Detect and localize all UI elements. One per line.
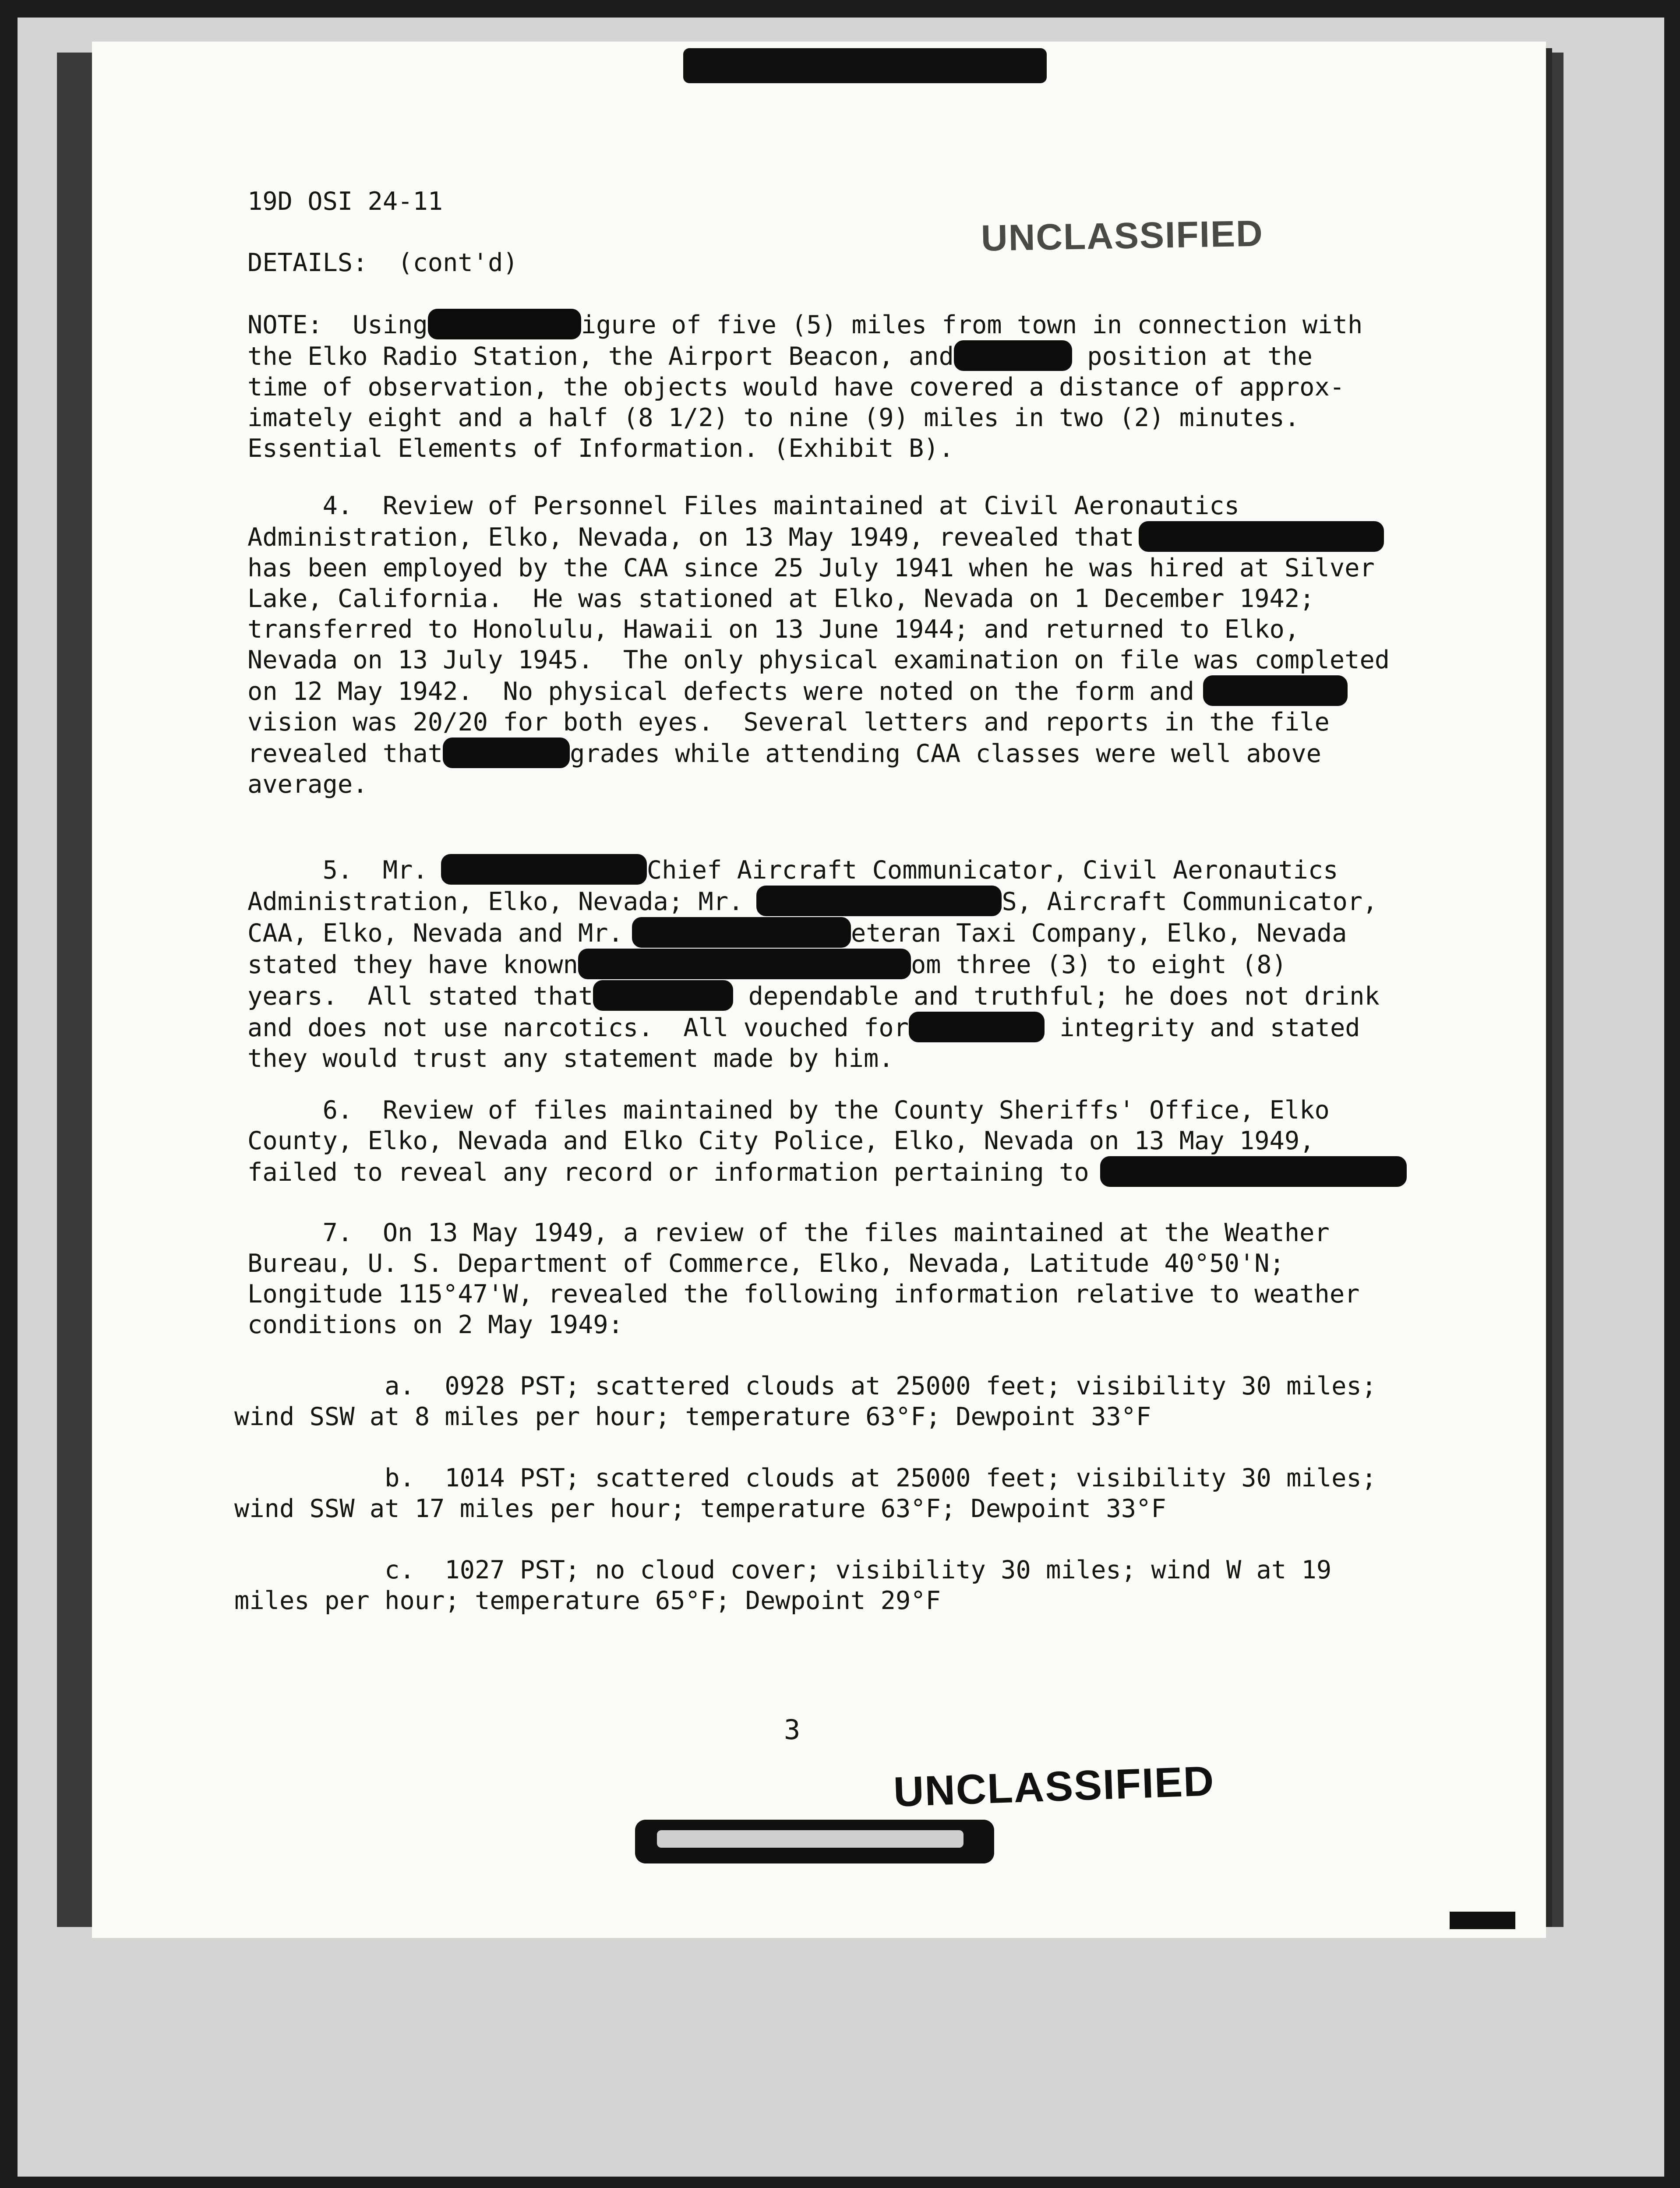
paragraph-line: vision was 20/20 for both eyes. Several letters and reports in the file: [247, 708, 1330, 737]
stamp-unclassified-bottom: UNCLASSIFIED: [893, 1757, 1215, 1816]
paragraph-line: Longitude 115°47'W, revealed the following information relative to weather: [247, 1280, 1360, 1309]
paragraph-5: [247, 854, 1380, 1074]
file-number: 19D OSI 24-11: [247, 187, 443, 216]
redaction: [578, 949, 911, 979]
paragraph-line: revealed that grades while attending CAA classes were well above: [247, 738, 1390, 769]
corner-mark: [1450, 1912, 1515, 1929]
bottom-redaction-bar: [635, 1820, 994, 1863]
redaction: [632, 917, 851, 948]
paragraph-6: [247, 1095, 1407, 1188]
weather-item-b: b. 1014 PST; scattered clouds at 25000 feet; visibility 30 miles; wind SSW at 17 miles per hour; temperature 63°F; Dewpoint 33°F: [234, 1464, 1377, 1523]
paragraph-line: failed to reveal any record or information pertaining to: [247, 1156, 1407, 1188]
paragraph-line: stated they have known om three (3) to eight (8): [247, 949, 1380, 980]
note-line: imately eight and a half (8 1/2) to nine (9) miles in two (2) minutes.: [247, 403, 1300, 432]
paragraph-line: County, Elko, Nevada and Elko City Police, Elko, Nevada on 13 May 1949,: [247, 1126, 1315, 1155]
redaction: [1203, 675, 1348, 706]
weather-item-a: a. 0928 PST; scattered clouds at 25000 feet; visibility 30 miles; wind SSW at 8 miles per hour; temperature 63°F; Dewpoint 33°F: [234, 1372, 1377, 1431]
note-line: the Elko Radio Station, the Airport Beacon, and position at the: [247, 340, 1362, 372]
weather-item-c: c. 1027 PST; no cloud cover; visibility 30 miles; wind W at 19 miles per hour; temperature 65°F; Dewpoint 29°F: [234, 1556, 1332, 1615]
redaction: [756, 886, 1002, 916]
paragraph-line: 6. Review of files maintained by the County Sheriffs' Office, Elko: [247, 1096, 1330, 1125]
document-page: [92, 42, 1546, 1938]
redaction: [909, 1012, 1045, 1042]
page-right-edge: [1546, 48, 1552, 1927]
paragraph-line: on 12 May 1942. No physical defects were noted on the form and: [247, 675, 1390, 707]
note-line: time of observation, the objects would have covered a distance of approx-: [247, 373, 1345, 402]
page-number: 3: [784, 1714, 801, 1746]
paragraph-line: 4. Review of Personnel Files maintained at Civil Aeronautics: [247, 491, 1239, 520]
paragraph-line: average.: [247, 770, 368, 799]
redaction: [428, 309, 581, 339]
paragraph-7: [247, 1218, 1359, 1340]
paragraph-line: and does not use narcotics. All vouched for integrity and stated: [247, 1012, 1380, 1043]
paragraph-line: transferred to Honolulu, Hawaii on 13 June 1944; and returned to Elko,: [247, 615, 1300, 644]
redaction: [443, 738, 570, 768]
redaction: [1139, 521, 1384, 552]
redaction: [1100, 1156, 1407, 1187]
paragraph-line: they would trust any statement made by him.: [247, 1044, 894, 1073]
paragraph-line: Bureau, U. S. Department of Commerce, Elko, Nevada, Latitude 40°50'N;: [247, 1249, 1285, 1278]
note-line: NOTE: Using igure of five (5) miles from town in connection with: [247, 309, 1362, 340]
note-paragraph: [247, 309, 1362, 464]
stamp-unclassified-top: UNCLASSIFIED: [981, 212, 1264, 259]
paragraph-line: Nevada on 13 July 1945. The only physical examination on file was completed: [247, 646, 1390, 674]
paragraph-line: Administration, Elko, Nevada, on 13 May 1949, revealed that: [247, 521, 1390, 553]
redaction: [441, 854, 647, 885]
paragraph-line: 7. On 13 May 1949, a review of the files maintained at the Weather: [247, 1218, 1330, 1247]
paragraph-line: Lake, California. He was stationed at Elko, Nevada on 1 December 1942;: [247, 584, 1315, 613]
paragraph-line: 5. Mr. Chief Aircraft Communicator, Civil Aeronautics: [247, 854, 1380, 886]
paragraph-line: years. All stated that dependable and truthful; he does not drink: [247, 980, 1380, 1012]
paragraph-line: CAA, Elko, Nevada and Mr. eteran Taxi Company, Elko, Nevada: [247, 917, 1380, 949]
paragraph-line: conditions on 2 May 1949:: [247, 1310, 623, 1339]
note-line: Essential Elements of Information. (Exhibit B).: [247, 434, 954, 463]
redaction: [954, 340, 1072, 371]
paragraph-4: [247, 491, 1390, 800]
details-heading: DETAILS: (cont'd): [247, 248, 518, 277]
paragraph-line: Administration, Elko, Nevada; Mr. S, Aircraft Communicator,: [247, 886, 1380, 917]
redaction: [593, 980, 733, 1011]
top-redaction-bar: [683, 48, 1047, 83]
paragraph-line: has been employed by the CAA since 25 July 1941 when he was hired at Silver: [247, 554, 1375, 582]
